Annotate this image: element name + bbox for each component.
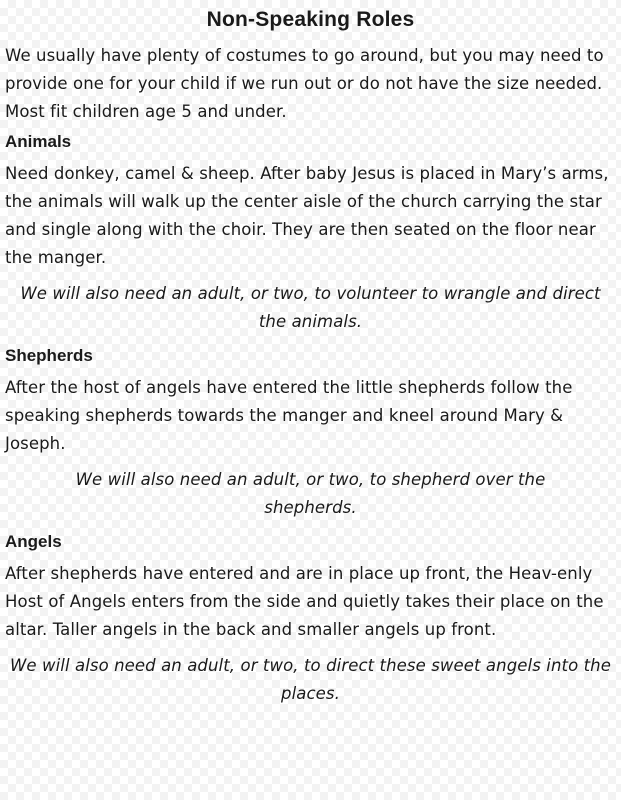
page-title: Non-Speaking Roles [206,8,415,31]
section-animals [5,132,616,336]
section-note-animals: We will also need an adult, or two, to volunteer to wrangle and direct the animals. [20,284,601,331]
section-heading-angels: Angels [5,532,62,551]
section-heading-animals: Animals [5,132,72,151]
section-body-animals: Need donkey, camel & sheep. After baby Jesus is placed in Mary’s arms, the animals will walk up the center aisle of the church carrying the star and single along with the choir. They are then seated on the floor near the manger. [5,164,609,267]
section-body-angels: After shepherds have entered and are in place up front, the Heav-enly Host of Angels enters from the side and quietly takes their place on the altar. Taller angels in the back and smaller angels up front. [5,564,604,639]
section-angels [5,532,616,708]
section-heading-shepherds: Shepherds [5,346,93,365]
section-note-angels: We will also need an adult, or two, to direct these sweet angels into the places. [9,656,611,703]
section-shepherds [5,346,616,522]
section-note-shepherds: We will also need an adult, or two, to shepherd over the shepherds. [75,470,546,517]
intro-paragraph: We usually have plenty of costumes to go around, but you may need to provide one for your child if we run out or do not have the size needed. Most fit children age 5 and under. [5,46,604,121]
section-body-shepherds: After the host of angels have entered the little shepherds follow the speaking shepherds towards the manger and kneel around Mary & Joseph. [5,378,573,453]
